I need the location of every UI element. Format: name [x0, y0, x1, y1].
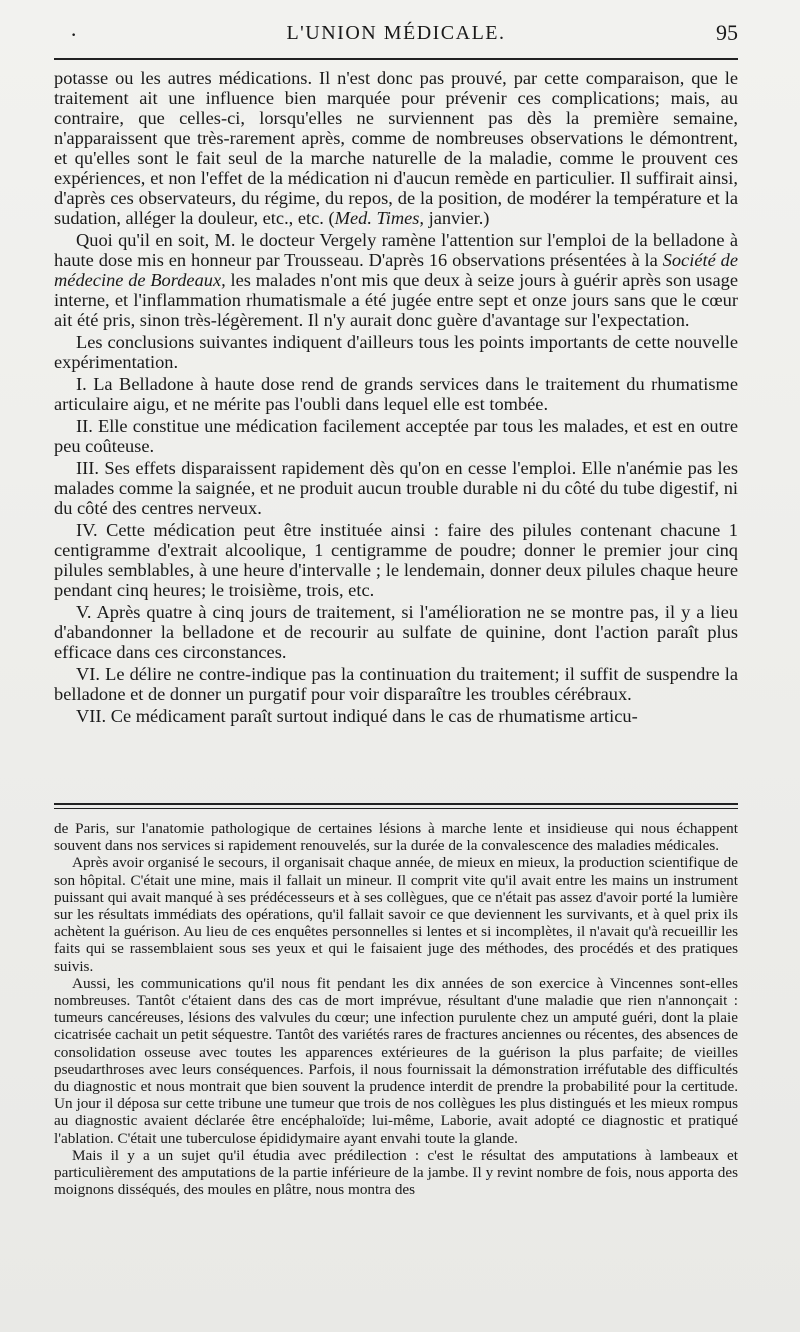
- feuilleton-paragraph: Aussi, les communications qu'il nous fit pendant les dix années de son exercice à Vincennes sont-elles nombreuses. Tantôt c'étaient dans des cas de mort imprévue, résultant d'une maladie que rien n'annonçait : tumeurs cancéreuses, lésions des valvules du cœur; une infection purulente chez un amputé guéri, dont la plaie cicatrisée cachait un petit séquestre. Tantôt des variétés rares de fractures anciennes ou récentes, des absences de consolidation osseuse avec toutes les apparences extérieures de la guérison la plus parfaite; de vieilles pseudarthroses avec leurs conséquences. Parfois, il nous fournissait la démonstration irréfutable des difficultés du diagnostic et nous montrait que bien souvent la prudence interdit de prendre la probabilité pour la certitude. Un jour il déposa sur cette tribune une tumeur que trois de nos collègues les plus distingués et les mieux rompus au diagnostic avaient déclarée être encéphaloïde; lui-même, Laborie, avait adopté ce diagnostic et pratiqué l'ablation. C'était une tuberculose épididymaire ayant envahi toute la glande.: [54, 974, 738, 1147]
- feuilleton-rule: [54, 803, 738, 805]
- header-dot: ·: [70, 22, 78, 47]
- header-rule: [54, 58, 738, 60]
- conclusion-item: VI. Le délire ne contre-indique pas la continuation du traitement; il suffit de suspendre la belladone et de donner un purgatif pour voir disparaître les troubles cérébraux.: [54, 664, 738, 704]
- paragraph-conclusions-intro: Les conclusions suivantes indiquent d'ailleurs tous les points importants de cette nouvelle expérimentation.: [54, 332, 738, 372]
- conclusion-item: II. Elle constitue une médication facilement acceptée par tous les malades, et est en outre peu coûteuse.: [54, 416, 738, 456]
- feuilleton-paragraph: de Paris, sur l'anatomie pathologique de certaines lésions à marche lente et insidieuse qui nous échappent souvent dans nos services si rapidement renouvelés, sur la durée de la convalescence des maladies médicales.: [54, 820, 738, 855]
- feuilleton-paragraph: Mais il y a un sujet qu'il étudia avec prédilection : c'est le résultat des amputations à lambeaux et particulièrement des amputations de la partie inférieure de la jambe. Il y revint nombre de fois, nous apporta des moignons disséqués, des moules en plâtre, nous montra des: [54, 1146, 738, 1199]
- feuilleton-text: [54, 820, 738, 1198]
- journal-reference: Med. Times,: [334, 208, 425, 228]
- page-header: [54, 18, 738, 48]
- conclusion-item: III. Ses effets disparaissent rapidement dès qu'on en cesse l'emploi. Elle n'anémie pas les malades comme la saignée, et ne produit aucun trouble durable ni du côté du tube digestif, ni du côté des centres nerveux.: [54, 458, 738, 518]
- paragraph-continuation: potasse ou les autres médications. Il n'est donc pas prouvé, par cette comparaison, que le traitement ait une influence bien marquée pour prévenir ces complications; mais, au contraire, que celles-ci, lorsqu'elles ne surviennent pas dès la première semaine, n'apparaissent que très-rarement après, comme de nombreuses observations le démontrent, et qu'elles sont le fait seul de la marche naturelle de la maladie, comme le prouvent ces expériences, et non l'effet de la médication ni d'aucun remède en particulier. Il suffirait ainsi, d'après ces observateurs, du régime, du repos, de la position, de modérer la température et la sudation, alléger la douleur, etc., etc. (Med. Times, janvier.): [54, 68, 738, 228]
- society-name: Société de médecine de Bordeaux,: [54, 250, 738, 290]
- page-number: 95: [716, 20, 738, 45]
- conclusion-item: VII. Ce médicament paraît surtout indiqué dans le cas de rhumatisme articu-: [76, 706, 638, 726]
- conclusion-item: IV. Cette médication peut être instituée ainsi : faire des pilules contenant chacune 1 centigramme d'extrait alcoolique, 1 centigramme de poudre; donner le premier jour cinq pilules semblables, à une heure d'intervalle ; le lendemain, donner deux pilules chaque heure pendant cinq heures; le troisième, trois, etc.: [54, 520, 738, 600]
- main-text: [54, 68, 738, 728]
- paragraph-vergely: Quoi qu'il en soit, M. le docteur Vergely ramène l'attention sur l'emploi de la belladone à haute dose mis en honneur par Trousseau. D'après 16 observations présentées à la Société de médecine de Bordeaux, les malades n'ont mis que deux à seize jours à guérir après son usage interne, et l'inflammation rhumatismale a été jugée entre sept et onze jours sans que le cœur ait été pris, sinon très-légèrement. Il n'y aurait donc guère d'avantage sur l'expectation.: [54, 230, 738, 330]
- running-title: L'UNION MÉDICALE.: [286, 22, 506, 44]
- conclusion-item: V. Après quatre à cinq jours de traitement, si l'amélioration ne se montre pas, il y a lieu d'abandonner la belladone et de recourir au sulfate de quinine, dont l'action paraît plus efficace dans ces circonstances.: [54, 602, 738, 662]
- conclusion-item: I. La Belladone à haute dose rend de grands services dans le traitement du rhumatisme articulaire aigu, et ne mérite pas l'oubli dans lequel elle est tombée.: [54, 374, 738, 414]
- feuilleton-paragraph: Après avoir organisé le secours, il organisait chaque année, de mieux en mieux, la production scientifique de son hôpital. C'était une mine, mais il fallait un mineur. Il comprit vite qu'il avait entre les mains un instrument puissant qui avait manqué à ses prédécesseurs et à ses collègues, que ce n'était pas assez d'avoir porté la lumière sur les résultats immédiats des opérations, qu'il fallait savoir ce que deviennent les survivants, et à quel prix ils achètent la guérison. Au lieu de ces enquêtes personnelles si lentes et si incomplètes, il n'avait qu'à recueillir les faits qui se rassemblaient sous ses yeux et qui le faisaient juge des méthodes, des procédés et des pratiques suivis.: [54, 854, 738, 975]
- feuilleton-rule-inner: [54, 808, 738, 809]
